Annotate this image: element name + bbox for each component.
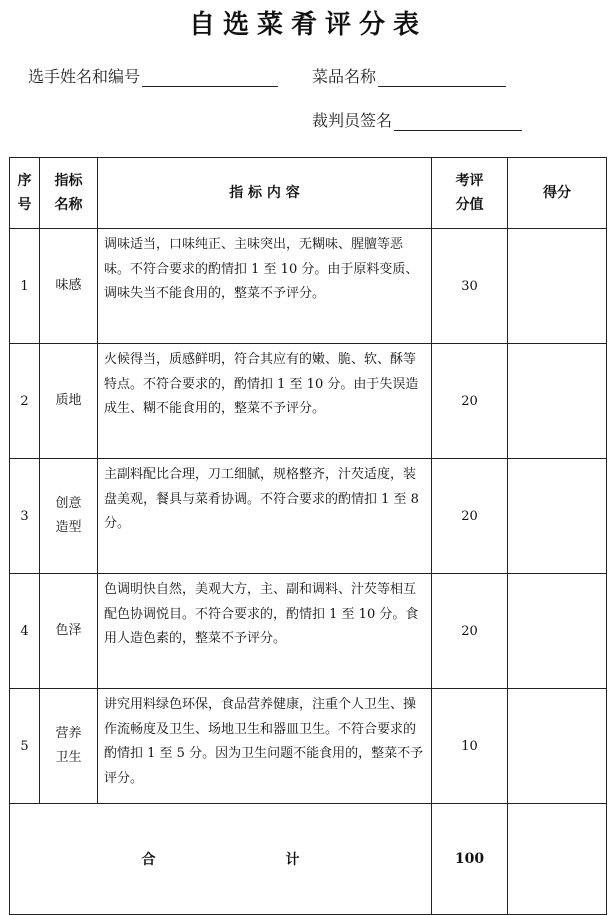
row-indicator-name: 营养卫生 (40, 689, 98, 804)
row-value: 10 (432, 689, 508, 804)
row-seq: 5 (10, 689, 40, 804)
total-label-right: 计 (285, 852, 300, 868)
table-row (10, 229, 607, 344)
total-label (10, 804, 432, 915)
contestant-field (28, 64, 278, 87)
header-score: 得分 (508, 158, 607, 229)
header-score-value: 考评分值 (432, 158, 508, 229)
row-seq: 2 (10, 344, 40, 459)
row-content: 色调明快自然，美观大方，主、副和调料、汁芡等相互配色协调悦目。不符合要求的，酌情扣 1 至 10 分。食用人造色素的，整菜不予评分。 (98, 574, 432, 689)
row-indicator-name: 创意造型 (40, 459, 98, 574)
form-title: 自选菜肴评分表 (188, 10, 427, 40)
row-content: 讲究用料绿色环保，食品营养健康，注重个人卫生、操作流畅度及卫生、场地卫生和器皿卫生。不符合要求的酌情扣 1 至 5 分。因为卫生问题不能食用的，整菜不予评分。 (98, 689, 432, 804)
header-seq: 序号 (10, 158, 40, 229)
row-score-cell[interactable] (508, 459, 607, 574)
total-label-left: 合 (141, 852, 156, 868)
total-score-cell[interactable] (508, 804, 607, 915)
contestant-label: 选手姓名和编号 (28, 67, 141, 86)
table-header-row (10, 158, 607, 229)
row-content: 火候得当，质感鲜明，符合其应有的嫩、脆、软、酥等特点。不符合要求的，酌情扣 1 至 10 分。由于失误造成生、糊不能食用的，整菜不予评分。 (98, 344, 432, 459)
row-content: 调味适当，口味纯正、主味突出，无糊味、腥膻等恶味。不符合要求的酌情扣 1 至 10 分。由于原料变质、调味失当不能食用的，整菜不予评分。 (98, 229, 432, 344)
row-indicator-name: 质地 (40, 344, 98, 459)
header-content: 指 标 内 容 (98, 158, 432, 229)
row-seq: 4 (10, 574, 40, 689)
dish-blank[interactable] (378, 68, 506, 87)
table-row (10, 574, 607, 689)
row-value: 20 (432, 459, 508, 574)
dish-label: 菜品名称 (312, 67, 377, 86)
row-score-cell[interactable] (508, 574, 607, 689)
row-indicator-name: 色泽 (40, 574, 98, 689)
total-value: 100 (432, 804, 508, 915)
row-score-cell[interactable] (508, 344, 607, 459)
row-value: 30 (432, 229, 508, 344)
scoring-table (9, 157, 607, 915)
total-row (10, 804, 607, 915)
row-seq: 3 (10, 459, 40, 574)
header-indicator: 指标名称 (40, 158, 98, 229)
dish-field (312, 64, 506, 87)
row-indicator-name: 味感 (40, 229, 98, 344)
judge-signature-blank[interactable] (394, 112, 522, 131)
row-content: 主副料配比合理，刀工细腻，规格整齐，汁芡适度，装盘美观，餐具与菜肴协调。不符合要求的酌情扣 1 至 8 分。 (98, 459, 432, 574)
table-row (10, 459, 607, 574)
row-seq: 1 (10, 229, 40, 344)
table-row (10, 689, 607, 804)
row-score-cell[interactable] (508, 229, 607, 344)
row-value: 20 (432, 574, 508, 689)
row-value: 20 (432, 344, 508, 459)
contestant-blank[interactable] (142, 68, 278, 87)
judge-label: 裁判员签名 (312, 111, 393, 130)
table-row (10, 344, 607, 459)
row-score-cell[interactable] (508, 689, 607, 804)
judge-field (312, 108, 522, 131)
